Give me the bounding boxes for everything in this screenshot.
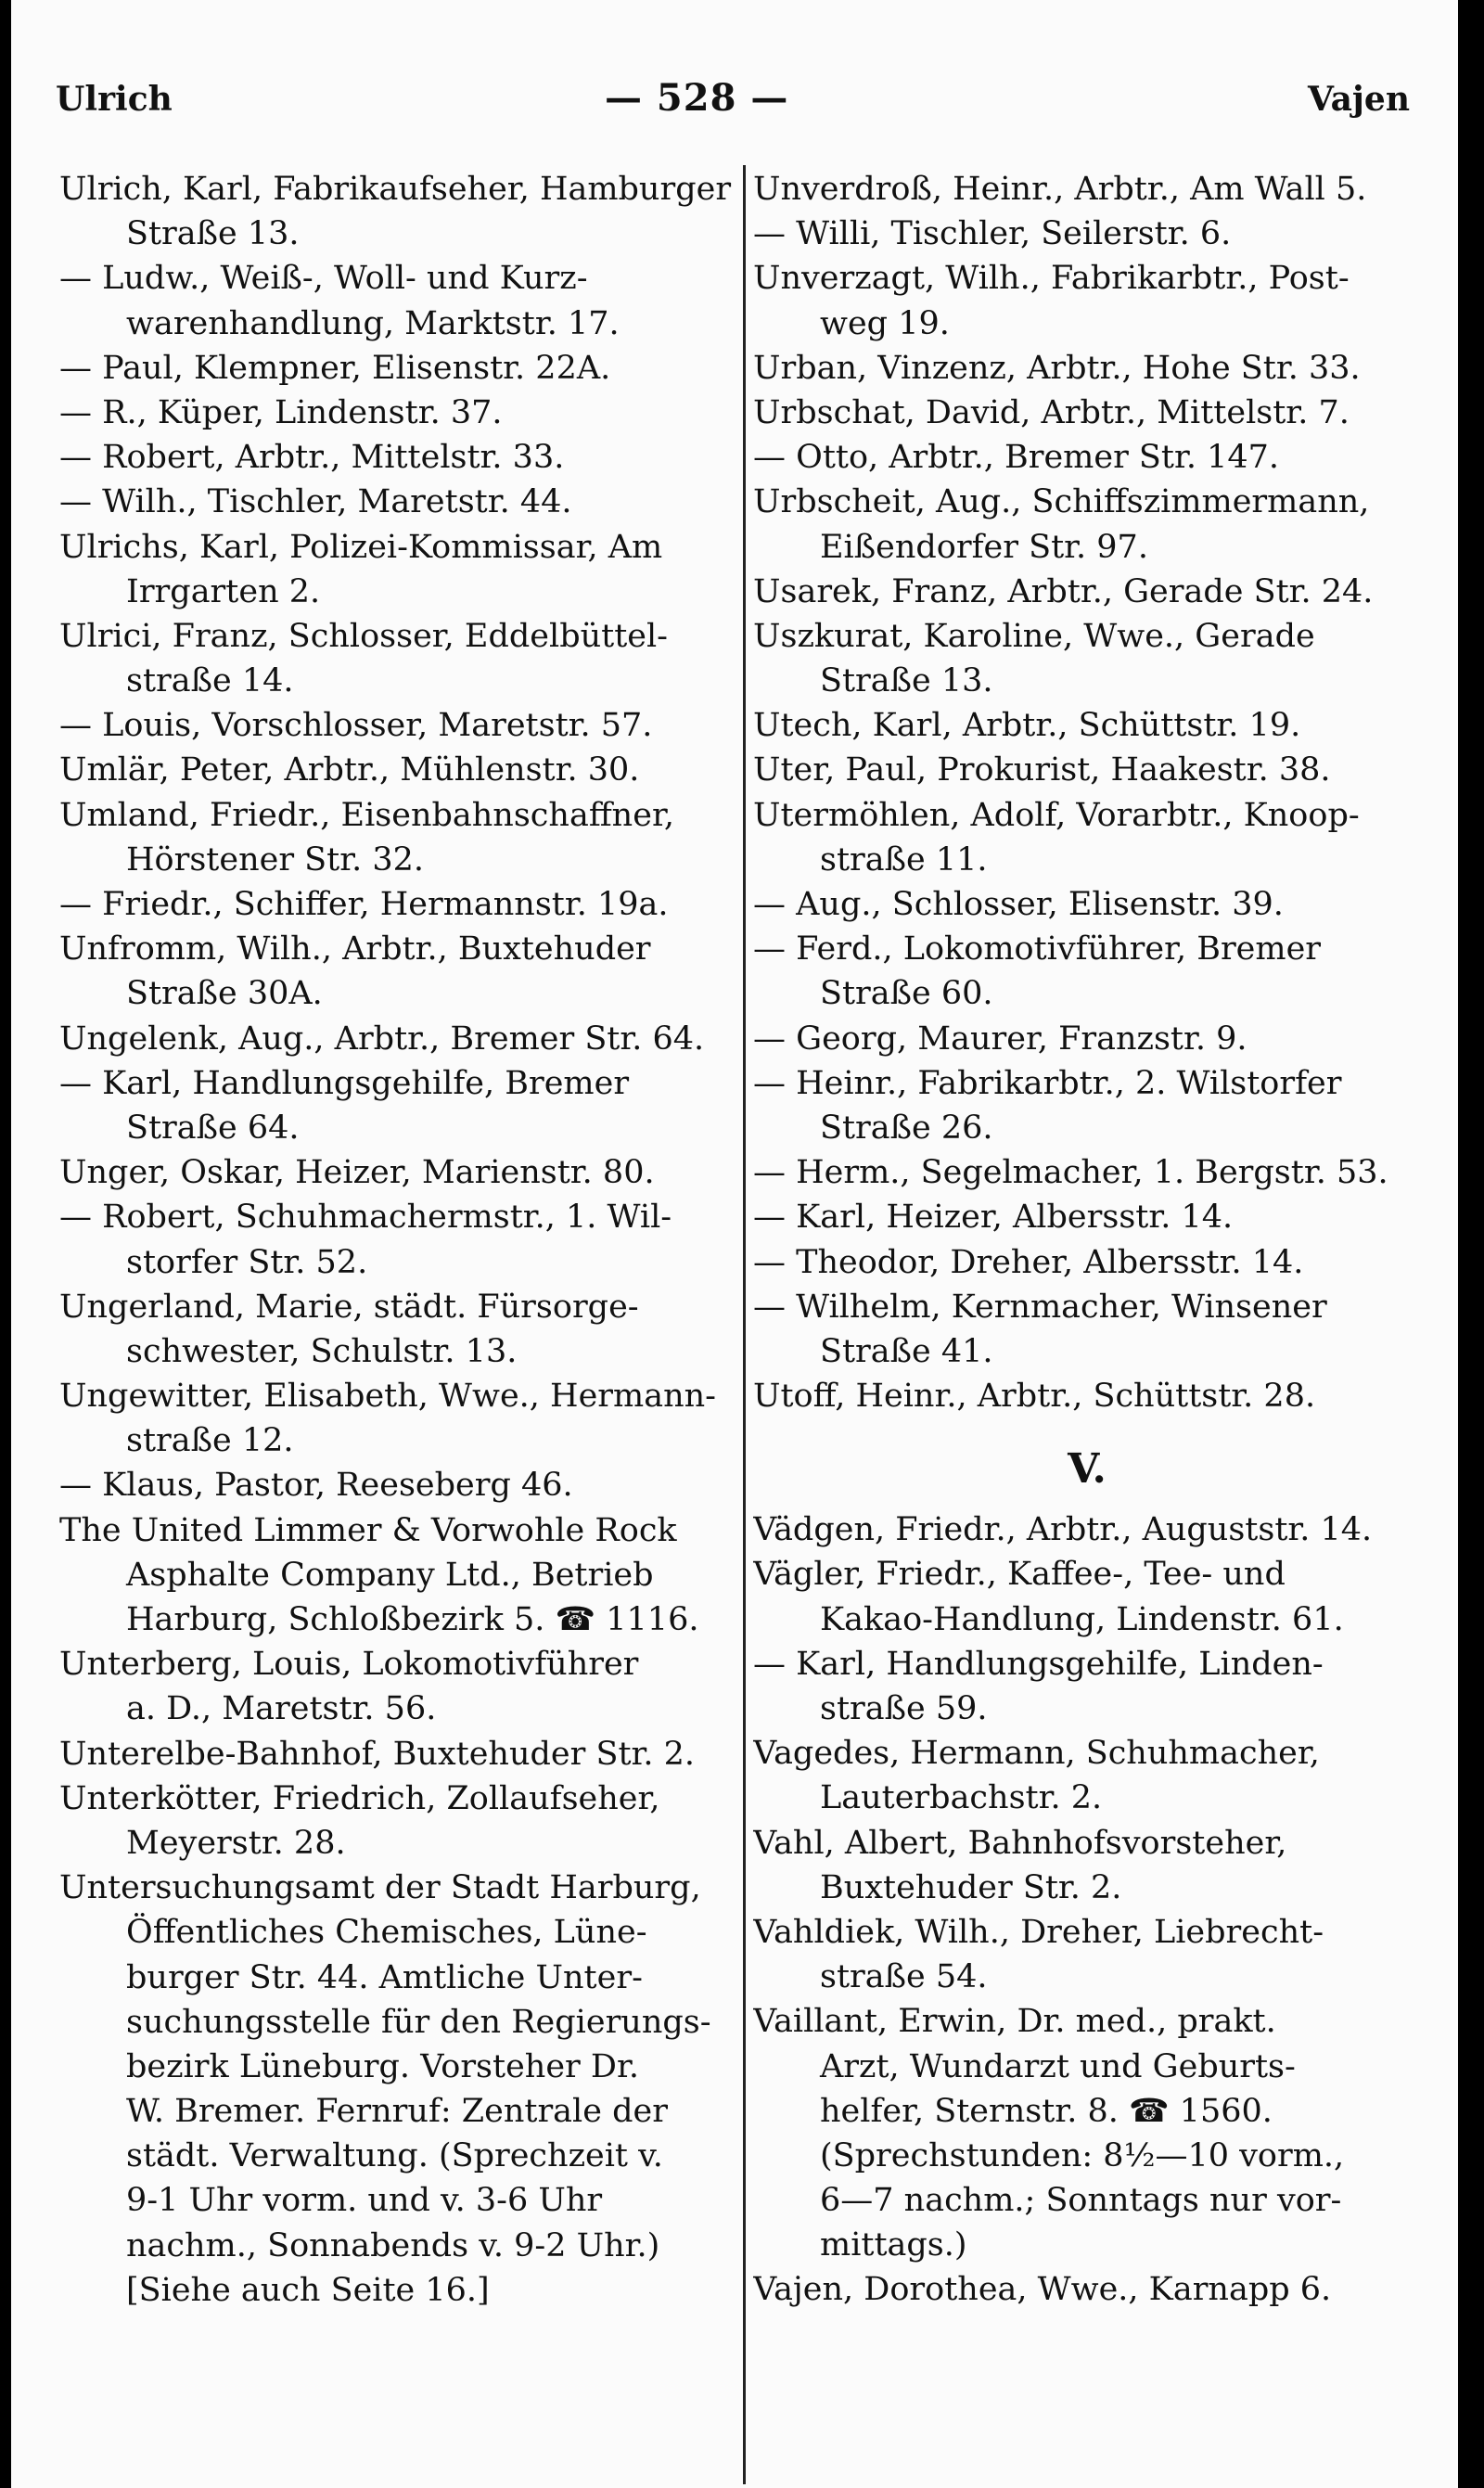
entry-line: Unverzagt, Wilh., Fabrikarbtr., Post- [753,260,1350,298]
entry-line: — Klaus, Pastor, Reeseberg 46. [59,1467,573,1505]
entry-line: Urbschat, David, Arbtr., Mittelstr. 7. [753,393,1350,431]
entry-line: Ulrici, Franz, Schlosser, Eddelbüttel- [59,617,669,655]
entry-line: Umland, Friedr., Eisenbahnschaffner, [59,796,674,834]
entry-line: — Ludw., Weiß-, Woll- und Kurz- [59,260,588,298]
entry-continuation-line: straße 11. [820,840,988,878]
entry-continuation-line: a. D., Maretstr. 56. [126,1690,437,1728]
entry-line: Vädgen, Friedr., Arbtr., Auguststr. 14. [753,1511,1373,1549]
entry-line: — Wilh., Tischler, Maretstr. 44. [59,483,572,521]
entry-line: Unverdroß, Heinr., Arbtr., Am Wall 5. [753,171,1367,208]
entry-line: Vahldiek, Wilh., Dreher, Liebrecht- [753,1913,1324,1951]
entry-line: — Otto, Arbtr., Bremer Str. 147. [753,439,1280,477]
directory-page [11,0,1458,2488]
entry-line: Uszkurat, Karoline, Wwe., Gerade [753,617,1315,655]
entry-continuation-line: weg 19. [820,304,950,342]
entry-continuation-line: 9-1 Uhr vorm. und v. 3-6 Uhr [126,2182,603,2220]
entry-continuation-line: Straße 13. [126,215,300,253]
entry-continuation-line: Straße 13. [820,662,993,700]
column-divider [743,165,746,2484]
entry-continuation-line: Irrgarten 2. [126,572,321,610]
page-header [11,63,1458,119]
entry-line: Unterelbe-Bahnhof, Buxtehuder Str. 2. [59,1735,696,1773]
right-column-v-entries [753,1507,1421,2312]
section-heading-v: V. [1068,1445,1107,1494]
entry-line: — Georg, Maurer, Franzstr. 9. [753,1020,1247,1058]
entry-line: — Karl, Handlungsgehilfe, Linden- [753,1645,1324,1683]
entry-line: Utoff, Heinr., Arbtr., Schüttstr. 28. [753,1378,1316,1416]
entry-line: — Paul, Klempner, Elisenstr. 22A. [59,349,611,387]
entry-line: Ungerland, Marie, städt. Fürsorge- [59,1288,639,1326]
entry-continuation-line: Eißendorfer Str. 97. [820,528,1148,566]
entry-continuation-line: Asphalte Company Ltd., Betrieb [126,1556,654,1594]
entry-continuation-line: 6—7 nachm.; Sonntags nur vor- [820,2182,1342,2220]
entry-continuation-line: Harburg, Schloßbezirk 5. ☎ 1116. [126,1601,699,1638]
entry-continuation-line: Straße 41. [820,1332,993,1370]
page-number: — 528 — [605,76,789,120]
entry-continuation-line: schwester, Schulstr. 13. [126,1332,518,1370]
entry-continuation-line: Straße 64. [126,1109,300,1147]
entry-continuation-line: straße 59. [820,1690,988,1727]
entry-continuation-line: Buxtehuder Str. 2. [820,1868,1122,1906]
entry-line: Unterberg, Louis, Lokomotivführer [59,1646,639,1684]
header-last-entry: Vajen [1307,80,1410,119]
entry-line: Unterkötter, Friedrich, Zollaufseher, [59,1779,660,1817]
entry-continuation-line: Straße 30A. [126,975,323,1013]
entry-line: — Theodor, Dreher, Albersstr. 14. [753,1243,1304,1281]
entry-line: Ulrichs, Karl, Polizei-Kommissar, Am [59,528,663,566]
entry-line: — Karl, Heizer, Albersstr. 14. [753,1199,1234,1237]
entry-line: Untersuchungsamt der Stadt Harburg, [59,1869,701,1907]
entry-continuation-line: burger Str. 44. Amtliche Unter- [126,1958,643,1996]
entry-continuation-line: straße 54. [820,1958,988,1996]
entry-line: Ulrich, Karl, Fabrikaufseher, Hamburger [59,171,732,208]
entry-continuation-line: (Sprechstunden: 8½—10 vorm., [820,2136,1345,2174]
left-column [59,167,733,2313]
entry-continuation-line: warenhandlung, Marktstr. 17. [126,304,620,342]
entry-continuation-line: Arzt, Wundarzt und Geburts- [820,2047,1296,2085]
entry-line: Vajen, Dorothea, Wwe., Karnapp 6. [753,2271,1332,2309]
entry-continuation-line: straße 14. [126,662,294,700]
entry-line: Vahl, Albert, Bahnhofsvorsteher, [753,1824,1287,1862]
entry-line: — Ferd., Lokomotivführer, Bremer [753,930,1322,968]
entry-line: Utermöhlen, Adolf, Vorarbtr., Knoop- [753,796,1360,834]
entry-continuation-line: W. Bremer. Fernruf: Zentrale der [126,2093,668,2131]
entry-line: — Louis, Vorschlosser, Maretstr. 57. [59,707,653,745]
header-first-entry: Ulrich [56,80,173,119]
entry-continuation-line: städt. Verwaltung. (Sprechzeit v. [126,2137,663,2175]
entry-continuation-line: suchungsstelle für den Regierungs- [126,2003,711,2041]
entry-line: Usarek, Franz, Arbtr., Gerade Str. 24. [753,572,1374,610]
entry-continuation-line: mittags.) [820,2226,967,2264]
entry-continuation-line: Straße 26. [820,1109,993,1147]
entry-continuation-line: Öffentliches Chemisches, Lüne- [126,1914,647,1952]
entry-line: Ungewitter, Elisabeth, Wwe., Hermann- [59,1378,716,1416]
entry-line: Ungelenk, Aug., Arbtr., Bremer Str. 64. [59,1020,705,1058]
entry-line: — Willi, Tischler, Seilerstr. 6. [753,215,1232,253]
entry-continuation-line: bezirk Lüneburg. Vorsteher Dr. [126,2047,639,2085]
entry-line: — Friedr., Schiffer, Hermannstr. 19a. [59,886,669,923]
entry-continuation-line: Lauterbachstr. 2. [820,1779,1103,1817]
entry-continuation-line: straße 12. [126,1422,294,1460]
entry-line: — Aug., Schlosser, Elisenstr. 39. [753,886,1284,923]
entry-line: — R., Küper, Lindenstr. 37. [59,393,503,431]
entry-line: — Heinr., Fabrikarbtr., 2. Wilstorfer [753,1064,1342,1102]
entry-line: — Robert, Schuhmachermstr., 1. Wil- [59,1199,672,1237]
entry-line: Vägler, Friedr., Kaffee-, Tee- und [753,1556,1286,1594]
entry-line: — Robert, Arbtr., Mittelstr. 33. [59,439,565,477]
entry-line: Vagedes, Hermann, Schuhmacher, [753,1735,1320,1773]
entry-line: Umlär, Peter, Arbtr., Mühlenstr. 30. [59,751,640,789]
entry-continuation-line: Hörstener Str. 32. [126,840,425,878]
entry-line: Urbscheit, Aug., Schiffszimmermann, [753,483,1370,521]
entry-line: Unfromm, Wilh., Arbtr., Buxtehuder [59,930,651,968]
entry-continuation-line: Kakao-Handlung, Lindenstr. 61. [820,1600,1344,1638]
entry-continuation-line: helfer, Sternstr. 8. ☎ 1560. [820,2092,1273,2130]
entry-line: — Karl, Handlungsgehilfe, Bremer [59,1064,630,1102]
entry-line: Vaillant, Erwin, Dr. med., prakt. [753,2003,1276,2041]
entry-line: Urban, Vinzenz, Arbtr., Hohe Str. 33. [753,349,1361,387]
entry-line: — Herm., Segelmacher, 1. Bergstr. 53. [753,1154,1388,1192]
entry-line: Unger, Oskar, Heizer, Marienstr. 80. [59,1154,655,1192]
entry-line: The United Limmer & Vorwohle Rock [59,1511,677,1549]
right-column [753,167,1421,2313]
entry-line: Utech, Karl, Arbtr., Schüttstr. 19. [753,707,1301,745]
entry-continuation-line: Straße 60. [820,975,993,1013]
entry-continuation-line: Meyerstr. 28. [126,1824,346,1862]
entry-line: Uter, Paul, Prokurist, Haakestr. 38. [753,751,1331,789]
right-column-u-entries [753,167,1421,1418]
entry-continuation-line: storfer Str. 52. [126,1243,368,1281]
entry-continuation-line: [Siehe auch Seite 16.] [126,2271,490,2309]
entry-line: — Wilhelm, Kernmacher, Winsener [753,1288,1327,1326]
entry-continuation-line: nachm., Sonnabends v. 9-2 Uhr.) [126,2226,660,2264]
